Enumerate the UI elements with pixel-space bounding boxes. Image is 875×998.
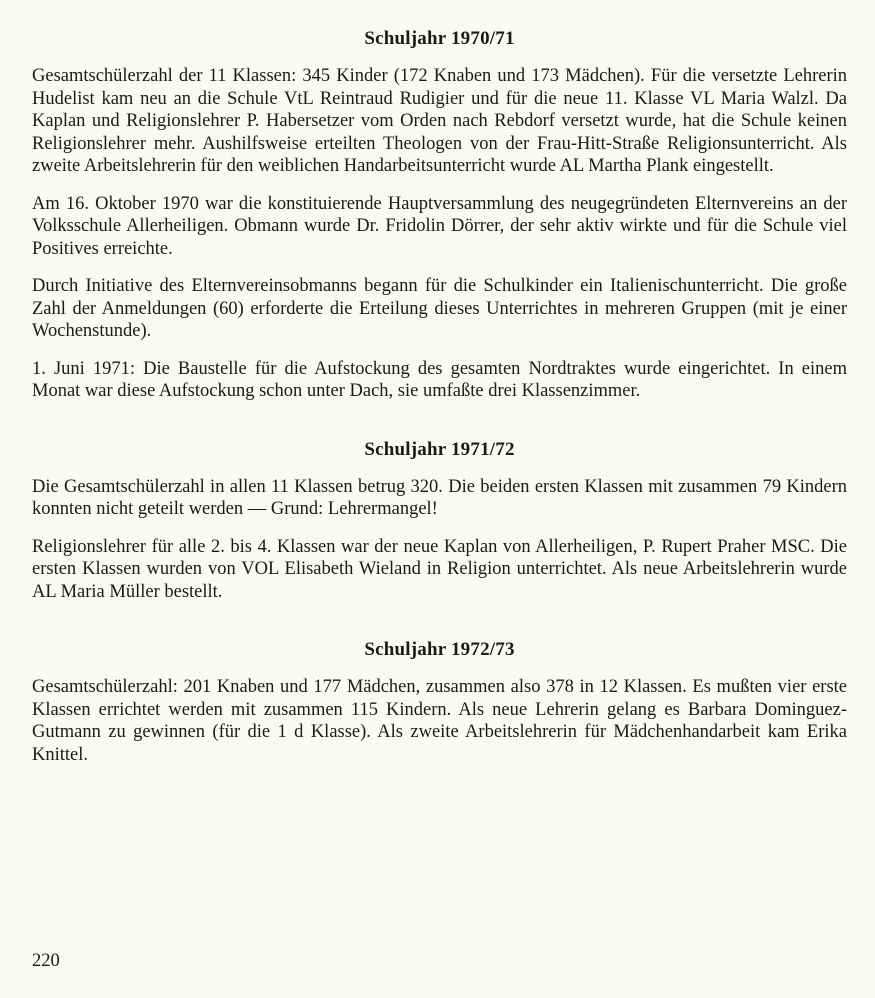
page-content xyxy=(32,28,847,781)
paragraph: Am 16. Oktober 1970 war die konstituierende Hauptversammlung des neugegründeten Elternvereins an der Volksschule Allerheiligen. Obmann wurde Dr. Fridolin Dörrer, der sehr aktiv wirkte und für die Schule viel Positives erreichte. xyxy=(32,193,847,259)
section-1971-72 xyxy=(32,439,847,604)
section-title: Schuljahr 1971/72 xyxy=(364,438,515,460)
paragraph: Gesamtschülerzahl der 11 Klassen: 345 Kinder (172 Knaben und 173 Mädchen). Für die versetzte Lehrerin Hudelist kam neu an die Schule VtL Reintraud Rudigier und für die neue 11. Klasse VL Maria Walzl. Da Kaplan und Religionslehrer P. Habersetzer vom Orden nach Rebdorf versetzt wurde, hat die Schule keinen Religionslehrer mehr. Aushilfsweise erteilten Theologen von der Frau-Hitt-Straße Religionsunterricht. Als zweite Arbeitslehrerin für den weiblichen Handarbeitsunterricht wurde AL Martha Plank eingestellt. xyxy=(32,66,847,176)
paragraph: Die Gesamtschülerzahl in allen 11 Klassen betrug 320. Die beiden ersten Klassen mit zusammen 79 Kindern konnten nicht geteilt werden — Grund: Lehrermangel! xyxy=(32,476,847,519)
paragraph: 1. Juni 1971: Die Baustelle für die Aufstockung des gesamten Nordtraktes wurde eingerichtet. In einem Monat war diese Aufstockung schon unter Dach, sie umfaßte drei Klassenzimmer. xyxy=(32,358,847,401)
section-title: Schuljahr 1972/73 xyxy=(364,639,515,660)
paragraph: Gesamtschülerzahl: 201 Knaben und 177 Mädchen, zusammen also 378 in 12 Klassen. Es mußten vier erste Klassen errichtet werden mit zusammen 115 Kindern. Als neue Lehrerin gelang es Barbara Dominguez-Gutmann zu gewinnen (für die 1 d Klasse). Als zweite Arbeitslehrerin für Mädchenhandarbeit kam Erika Knittel. xyxy=(32,677,847,765)
page-number: 220 xyxy=(32,951,60,971)
section-title: Schuljahr 1970/71 xyxy=(364,28,515,49)
section-1972-73 xyxy=(32,639,847,766)
paragraph: Religionslehrer für alle 2. bis 4. Klassen war der neue Kaplan von Allerheiligen, P. Rupert Praher MSC. Die ersten Klassen wurden von VOL Elisabeth Wieland in Religion unterrichtet. Als neue Arbeitslehrerin wurde AL Maria Müller bestellt. xyxy=(32,536,847,602)
section-1970-71 xyxy=(32,28,847,403)
paragraph: Durch Initiative des Elternvereinsobmanns begann für die Schulkinder ein Italienischunterricht. Die große Zahl der Anmeldungen (60) erforderte die Erteilung dieses Unterrichtes in mehreren Gruppen (mit je einer Wochenstunde). xyxy=(32,276,847,341)
